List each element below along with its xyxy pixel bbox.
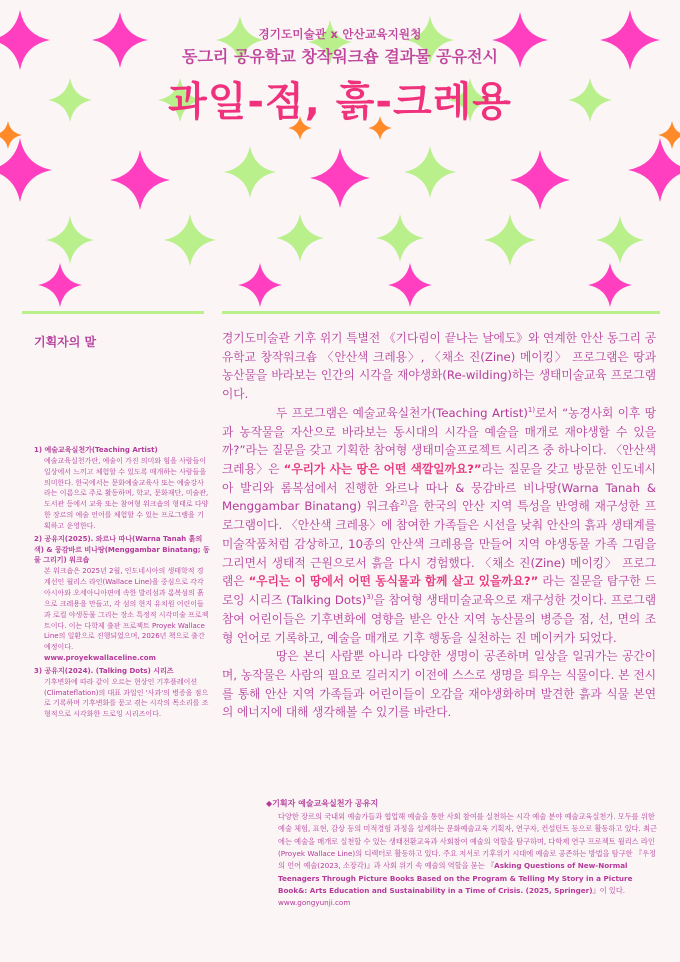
footnote-text: 본 워크숍은 2025년 2월, 인도네시아의 생태학적 경계선인 월리스 라인(Wallace Line)을 중심으로 각각 아시아와 오세아니아편에 속한 발리섬과 롬복섬의 흙으로 크레용을 만들고, 각 섬의 현지 유치원 어린이들과 로컬 야생동물 그리는 장소 특정적 시각미술 프로젝트이다. 이는 다학제 출판 프로젝트 Proyek Wallace Line의 일환으로 진행되었으며, 2026년 책으로 출간 예정이다. [44, 567, 209, 652]
text-span: 라는 질문을 탐구한 드로잉 시리즈 (Talking Dots) [222, 574, 656, 608]
text-span: 을 한국의 안산 지역 특성을 반영해 재구성한 프로그램이다. 〈안산색 크레용〉에 참여한 가족들은 시선을 낮춰 안산의 흙과 생태계를 미술작품처럼 감상하고, 10종의 안산색 크레용을 만들어 지역 야생동물 가족 그림을 그리면서 생태적 근원으로서 흙을 다시 경험했다. 〈채소 진(Zine) 메이킹〉 프로그램은 [222, 499, 656, 589]
highlight-question: “우리는 이 땅에서 어떤 동식물과 함께 살고 있을까요?” [248, 574, 539, 589]
footnotes [34, 445, 210, 722]
star-shape [510, 150, 570, 210]
highlight-question: “우리가 사는 땅은 어떤 색깔일까요?” [283, 462, 482, 477]
star-shape [224, 146, 276, 198]
star-shape [404, 146, 456, 198]
divider-right [222, 311, 660, 314]
text-span: 을 참여형 생태미술교육으로 재구성한 것이다. 프로그램 참여 어린이들은 기후변화에 영향을 받은 안산 지역 농산물의 병증을 점, 선, 면의 조형 언어로 기록하고, 예술을 매개로 기후 행동을 실천하는 진 메이커가 되었다. [222, 593, 656, 645]
divider-left [22, 311, 204, 314]
text-span: 라는 질문을 갖고 방문한 인도네시아 발리와 롬복섬에서 진행한 와르나 따나 & 뭉감바르 비나땅(Warna Tanah & Menggambar Binatang) 워크숍 [222, 462, 656, 514]
star-shape [484, 214, 536, 266]
footnote-heading: 3) 공유지(2024). (Talking Dots) 시리즈 [34, 666, 174, 675]
statement-paragraph-1: 경기도미술관 기후 위기 특별전 《기다림이 끝나는 날에도》와 연계한 안산 동그리 공유학교 창작워크숍 〈안산색 크레용〉, 〈채소 진(Zine) 메이킹〉 프로그램은 땅과 농산물을 바라보는 인간의 시각을 재야생화(Re-wilding)하는 생태미술교육 프로그램이다. [222, 331, 656, 402]
statement-paragraph-2 [222, 404, 656, 647]
curator-bio [266, 797, 660, 910]
text-span: 』이 있다. www.gongyunji.com [278, 886, 626, 908]
star-shape [588, 263, 632, 307]
footnote-heading: 2) 공유지(2025). 와르나 따나(Warna Tanah 흙의 색) & 뭉감바르 비나땅(Menggambar Binatang; 동물 그리기) 워크숍 [34, 534, 210, 565]
star-shape [46, 216, 94, 264]
footnote-ref: 3) [366, 593, 374, 602]
organizer-line: 경기도미술관 x 안산교육지원청 [258, 27, 422, 41]
star-shape [164, 214, 216, 266]
star-shape [38, 263, 82, 307]
footnote-text: 예술교육실천가란, 예술이 가진 의미와 힘을 사람들이 일상에서 느끼고 체험할 수 있도록 매개하는 사람들을 의미한다. 한국에서는 문화예술교육사 또는 예술강사라는 이름으로 주로 활동하며, 학교, 문화재단, 미술관, 도서관 등에서 교육 또는 참여형 워크숍의 형태로 다양한 장르의 예술 언어를 체험할 수 있는 프로그램을 기획하고 운영한다. [44, 456, 209, 530]
footnote-ref: 2) [400, 499, 408, 508]
statement-paragraph-3: 땅은 본디 사람뿐 아니라 다양한 생명이 공존하며 일상을 일궈가는 공간이며, 농작물은 사람의 필요로 길러지기 이전에 스스로 생명을 틔우는 식물이다. 본 전시를 통해 안산 지역 가족들과 어린이들이 오감을 재야생화하며 발견한 흙과 식물 본연의 에너지에 대해 생각해볼 수 있기를 바란다. [222, 649, 656, 720]
star-shape [388, 263, 432, 307]
star-shape [276, 214, 324, 262]
star-shape [310, 148, 370, 208]
text-span: 두 프로그램은 예술교육실천가(Teaching Artist) [276, 405, 528, 420]
book-title: Asking Questions of New-Normal Teenagers Through Picture Books Based on the Program & Telling My Story in a Picture Book&: Arts Education and Sustainability in a Time of Crisis. (2025, Springer) [278, 861, 633, 895]
exhibition-title: 과일-점, 흙-크레용 [168, 79, 512, 125]
exhibition-subtitle: 동그리 공유학교 창작워크숍 결과물 공유전시 [182, 47, 498, 66]
bio-text [276, 811, 660, 910]
footnote-heading: 1) 예술교육실천가(Teaching Artist) [34, 446, 158, 454]
footnote-2 [34, 534, 210, 664]
bio-title: ◆기획자 예술교육실천가 공유지 [266, 799, 379, 808]
footnote-1 [34, 445, 210, 532]
footnote-link[interactable]: www.proyekwallaceline.com [44, 654, 156, 663]
star-shape [238, 263, 282, 307]
star-shape [596, 216, 644, 264]
curator-statement [222, 329, 656, 722]
footnote-3 [34, 666, 210, 720]
star-shape [376, 214, 424, 262]
curator-words-label: 기획자의 말 [34, 335, 97, 349]
text-span: 다양한 장르의 국내외 예술가들과 협업해 예술을 통한 사회 참여를 실천하는 시각 예술 분야 예술교육실천가. 모두를 위한 예술 체험, 표현, 감상 등의 미적경험 과정을 설계하는 문화예술교육 기획자, 연구자, 컨설턴트 등으로 활동하고 있다. 최근에는 예술을 매개로 실천할 수 있는 생태전환교육과 사회참여 예술의 역할을 탐구하며, 다학제 연구 프로젝트 월리스 라인(Proyek Wallace Line)의 디렉터로 활동하고 있다. 주요 저서로 기후위기 시대에 예술로 공존하는 방법을 탐구한 『우정의 언어 예술(2023, 소장각)』과 사회 위기 속 예술의 역할을 묻는 『 [278, 811, 657, 871]
text-span: 로서 “농경사회 이후 땅과 농작물을 자산으로 바라보는 동시대의 시각을 예술을 매개로 재야생할 수 있을까?”라는 질문을 갖고 기획한 참여형 생태미술프로젝트 시리즈 중 하나이다. 〈안산색 크레용〉은 [222, 405, 656, 477]
footnote-text: 기후변화에 따라 같이 오르는 현상인 기후플레이션(Climateflation)의 대표 과일인 '사과'의 병증을 점으로 기록하며 기후변화를 묻고 겪는 시각의 목소리를 조형적으로 시각화한 드로잉 시리즈이다. [44, 677, 209, 719]
footnote-ref: 1) [527, 405, 536, 414]
star-shape [110, 150, 170, 210]
